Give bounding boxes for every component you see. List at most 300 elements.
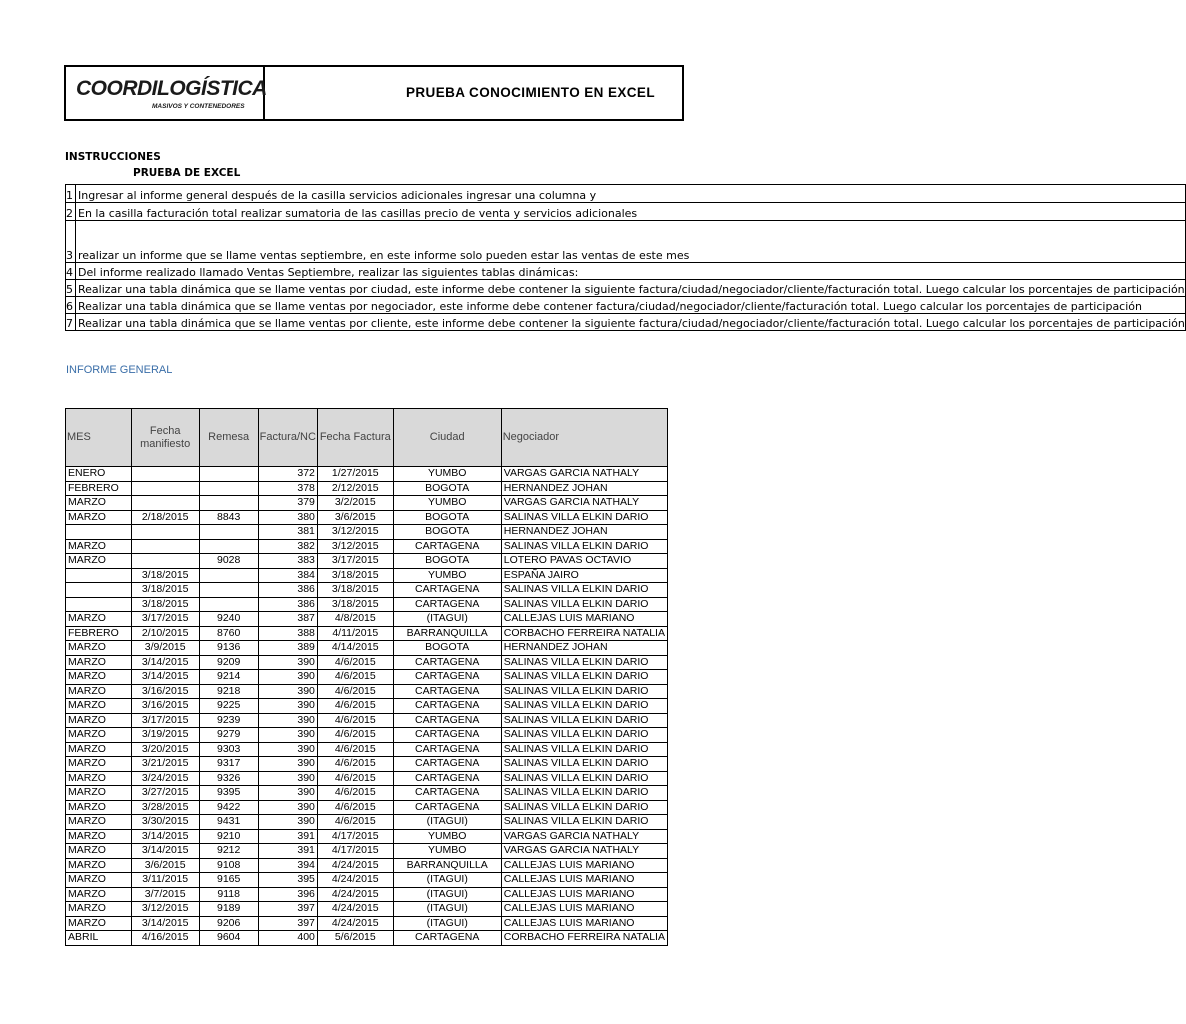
cell-fecha-factura[interactable]: 4/6/2015 <box>317 771 393 786</box>
cell-mes[interactable]: MARZO <box>66 902 132 917</box>
cell-ciudad[interactable]: (ITAGUI) <box>393 612 501 627</box>
cell-remesa[interactable] <box>199 496 258 511</box>
cell-mes[interactable]: MARZO <box>66 800 132 815</box>
column-header-negociador[interactable]: Negociador <box>501 409 667 467</box>
instruction-text[interactable]: En la casilla facturación total realizar sumatoria de las casillas precio de venta y servicios adicionales <box>76 203 1186 221</box>
cell-negociador[interactable]: SALINAS VILLA ELKIN DARIO <box>501 728 667 743</box>
instruction-row <box>66 221 1186 263</box>
cell-ciudad[interactable]: CARTAGENA <box>393 713 501 728</box>
cell-negociador[interactable]: SALINAS VILLA ELKIN DARIO <box>501 699 667 714</box>
cell-remesa[interactable] <box>199 539 258 554</box>
cell-remesa[interactable]: 9189 <box>199 902 258 917</box>
cell-remesa[interactable]: 8760 <box>199 626 258 641</box>
cell-fecha-manifiesto[interactable]: 3/6/2015 <box>131 858 199 873</box>
cell-remesa[interactable] <box>199 467 258 482</box>
cell-mes[interactable]: MARZO <box>66 815 132 830</box>
company-logo <box>66 67 265 119</box>
cell-fecha-manifiesto[interactable]: 3/14/2015 <box>131 829 199 844</box>
cell-fecha-manifiesto[interactable]: 3/20/2015 <box>131 742 199 757</box>
cell-ciudad[interactable]: BARRANQUILLA <box>393 626 501 641</box>
cell-negociador[interactable]: SALINAS VILLA ELKIN DARIO <box>501 510 667 525</box>
table-header-row <box>66 409 668 467</box>
table-row <box>66 757 668 772</box>
cell-factura[interactable]: 390 <box>258 800 317 815</box>
cell-mes[interactable]: MARZO <box>66 539 132 554</box>
table-row <box>66 568 668 583</box>
instruction-row <box>66 185 1186 203</box>
cell-fecha-factura[interactable]: 4/24/2015 <box>317 902 393 917</box>
cell-fecha-manifiesto[interactable]: 3/18/2015 <box>131 568 199 583</box>
cell-fecha-factura[interactable]: 3/12/2015 <box>317 525 393 540</box>
cell-negociador[interactable]: SALINAS VILLA ELKIN DARIO <box>501 583 667 598</box>
cell-mes[interactable]: MARZO <box>66 554 132 569</box>
cell-mes[interactable]: MARZO <box>66 858 132 873</box>
informe-general-table <box>65 408 668 946</box>
cell-ciudad[interactable]: (ITAGUI) <box>393 902 501 917</box>
cell-remesa[interactable]: 9028 <box>199 554 258 569</box>
column-header-fecha-factura[interactable]: Fecha Factura <box>317 409 393 467</box>
cell-factura[interactable]: 386 <box>258 597 317 612</box>
cell-mes[interactable] <box>66 597 132 612</box>
cell-fecha-manifiesto[interactable]: 3/14/2015 <box>131 670 199 685</box>
instruction-row <box>66 297 1186 314</box>
cell-factura[interactable]: 390 <box>258 771 317 786</box>
cell-factura[interactable]: 383 <box>258 554 317 569</box>
instruction-number[interactable]: 7 <box>66 314 76 331</box>
cell-remesa[interactable]: 9206 <box>199 916 258 931</box>
cell-mes[interactable]: MARZO <box>66 757 132 772</box>
instruction-number[interactable]: 5 <box>66 280 76 297</box>
cell-ciudad[interactable]: BOGOTA <box>393 510 501 525</box>
table-row <box>66 539 668 554</box>
cell-negociador[interactable]: VARGAS GARCIA NATHALY <box>501 496 667 511</box>
cell-negociador[interactable]: ESPAÑA JAIRO <box>501 568 667 583</box>
cell-remesa[interactable]: 9431 <box>199 815 258 830</box>
cell-factura[interactable]: 390 <box>258 670 317 685</box>
cell-fecha-manifiesto[interactable]: 3/7/2015 <box>131 887 199 902</box>
table-row <box>66 713 668 728</box>
instruction-text[interactable]: realizar un informe que se llame ventas septiembre, en este informe solo pueden estar las ventas de este mes <box>76 221 1186 263</box>
cell-ciudad[interactable]: CARTAGENA <box>393 539 501 554</box>
cell-remesa[interactable]: 9326 <box>199 771 258 786</box>
cell-remesa[interactable] <box>199 597 258 612</box>
cell-remesa[interactable]: 9604 <box>199 931 258 946</box>
cell-ciudad[interactable]: CARTAGENA <box>393 771 501 786</box>
cell-factura[interactable]: 395 <box>258 873 317 888</box>
cell-factura[interactable]: 378 <box>258 481 317 496</box>
cell-mes[interactable]: MARZO <box>66 742 132 757</box>
cell-ciudad[interactable]: (ITAGUI) <box>393 873 501 888</box>
cell-mes[interactable] <box>66 583 132 598</box>
column-header-mes[interactable]: MES <box>66 409 132 467</box>
cell-fecha-factura[interactable]: 4/6/2015 <box>317 655 393 670</box>
cell-ciudad[interactable]: CARTAGENA <box>393 670 501 685</box>
cell-fecha-manifiesto[interactable]: 3/18/2015 <box>131 597 199 612</box>
cell-mes[interactable]: MARZO <box>66 670 132 685</box>
cell-fecha-manifiesto[interactable]: 3/9/2015 <box>131 641 199 656</box>
cell-ciudad[interactable]: YUMBO <box>393 568 501 583</box>
instruction-number[interactable]: 6 <box>66 297 76 314</box>
cell-fecha-manifiesto[interactable]: 3/11/2015 <box>131 873 199 888</box>
cell-fecha-manifiesto[interactable]: 3/21/2015 <box>131 757 199 772</box>
cell-remesa[interactable]: 9118 <box>199 887 258 902</box>
column-header-ciudad[interactable]: Ciudad <box>393 409 501 467</box>
cell-fecha-manifiesto[interactable]: 2/18/2015 <box>131 510 199 525</box>
cell-fecha-factura[interactable]: 4/24/2015 <box>317 858 393 873</box>
cell-negociador[interactable]: VARGAS GARCIA NATHALY <box>501 467 667 482</box>
cell-negociador[interactable]: SALINAS VILLA ELKIN DARIO <box>501 815 667 830</box>
cell-remesa[interactable]: 9212 <box>199 844 258 859</box>
cell-negociador[interactable]: LOTERO PAVAS OCTAVIO <box>501 554 667 569</box>
table-row <box>66 467 668 482</box>
cell-factura[interactable]: 372 <box>258 467 317 482</box>
cell-remesa[interactable]: 9303 <box>199 742 258 757</box>
cell-factura[interactable]: 390 <box>258 728 317 743</box>
cell-ciudad[interactable]: YUMBO <box>393 829 501 844</box>
table-row <box>66 786 668 801</box>
cell-mes[interactable]: ABRIL <box>66 931 132 946</box>
cell-mes[interactable]: FEBRERO <box>66 481 132 496</box>
cell-fecha-factura[interactable]: 3/18/2015 <box>317 597 393 612</box>
cell-factura[interactable]: 391 <box>258 829 317 844</box>
column-header-factura[interactable]: Factura/NC <box>258 409 317 467</box>
cell-fecha-manifiesto[interactable]: 3/14/2015 <box>131 655 199 670</box>
cell-negociador[interactable]: SALINAS VILLA ELKIN DARIO <box>501 786 667 801</box>
table-row <box>66 525 668 540</box>
cell-ciudad[interactable]: YUMBO <box>393 496 501 511</box>
cell-factura[interactable]: 397 <box>258 916 317 931</box>
cell-fecha-manifiesto[interactable]: 3/28/2015 <box>131 800 199 815</box>
instruction-number[interactable]: 2 <box>66 203 76 221</box>
cell-fecha-factura[interactable]: 3/18/2015 <box>317 583 393 598</box>
cell-ciudad[interactable]: CARTAGENA <box>393 800 501 815</box>
cell-mes[interactable]: MARZO <box>66 713 132 728</box>
cell-mes[interactable]: MARZO <box>66 916 132 931</box>
cell-mes[interactable] <box>66 525 132 540</box>
table-row <box>66 829 668 844</box>
cell-negociador[interactable]: SALINAS VILLA ELKIN DARIO <box>501 800 667 815</box>
cell-factura[interactable]: 390 <box>258 713 317 728</box>
table-row <box>66 670 668 685</box>
instruction-number[interactable]: 1 <box>66 185 76 203</box>
cell-negociador[interactable]: SALINAS VILLA ELKIN DARIO <box>501 684 667 699</box>
cell-fecha-manifiesto[interactable] <box>131 496 199 511</box>
cell-fecha-factura[interactable]: 4/6/2015 <box>317 815 393 830</box>
cell-mes[interactable]: MARZO <box>66 510 132 525</box>
table-row <box>66 887 668 902</box>
cell-fecha-factura[interactable]: 4/6/2015 <box>317 670 393 685</box>
cell-fecha-factura[interactable]: 4/17/2015 <box>317 844 393 859</box>
cell-factura[interactable]: 390 <box>258 684 317 699</box>
cell-mes[interactable]: MARZO <box>66 641 132 656</box>
cell-fecha-factura[interactable]: 4/11/2015 <box>317 626 393 641</box>
cell-negociador[interactable]: SALINAS VILLA ELKIN DARIO <box>501 670 667 685</box>
cell-ciudad[interactable]: (ITAGUI) <box>393 887 501 902</box>
cell-mes[interactable]: MARZO <box>66 829 132 844</box>
table-row <box>66 858 668 873</box>
table-row <box>66 815 668 830</box>
cell-fecha-factura[interactable]: 4/24/2015 <box>317 916 393 931</box>
cell-negociador[interactable]: CORBACHO FERREIRA NATALIA <box>501 931 667 946</box>
cell-fecha-manifiesto[interactable]: 2/10/2015 <box>131 626 199 641</box>
cell-fecha-manifiesto[interactable]: 3/27/2015 <box>131 786 199 801</box>
cell-fecha-manifiesto[interactable] <box>131 525 199 540</box>
table-row <box>66 481 668 496</box>
table-row <box>66 626 668 641</box>
cell-fecha-manifiesto[interactable]: 3/16/2015 <box>131 684 199 699</box>
cell-fecha-manifiesto[interactable] <box>131 467 199 482</box>
table-body <box>66 467 668 946</box>
cell-remesa[interactable] <box>199 568 258 583</box>
cell-fecha-factura[interactable]: 2/12/2015 <box>317 481 393 496</box>
cell-remesa[interactable]: 9240 <box>199 612 258 627</box>
cell-fecha-factura[interactable]: 4/14/2015 <box>317 641 393 656</box>
logo-tagline: MASIVOS Y CONTENEDORES <box>152 103 245 110</box>
cell-mes[interactable]: MARZO <box>66 786 132 801</box>
cell-remesa[interactable]: 9317 <box>199 757 258 772</box>
cell-ciudad[interactable]: CARTAGENA <box>393 597 501 612</box>
instruction-row <box>66 280 1186 297</box>
cell-factura[interactable]: 394 <box>258 858 317 873</box>
cell-fecha-factura[interactable]: 1/27/2015 <box>317 467 393 482</box>
cell-negociador[interactable]: SALINAS VILLA ELKIN DARIO <box>501 771 667 786</box>
table-row <box>66 800 668 815</box>
cell-fecha-factura[interactable]: 4/6/2015 <box>317 728 393 743</box>
cell-fecha-manifiesto[interactable]: 3/18/2015 <box>131 583 199 598</box>
cell-fecha-manifiesto[interactable] <box>131 481 199 496</box>
cell-fecha-factura[interactable]: 4/6/2015 <box>317 786 393 801</box>
cell-negociador[interactable]: SALINAS VILLA ELKIN DARIO <box>501 597 667 612</box>
cell-factura[interactable]: 384 <box>258 568 317 583</box>
cell-mes[interactable]: MARZO <box>66 684 132 699</box>
table-row <box>66 510 668 525</box>
cell-fecha-factura[interactable]: 4/6/2015 <box>317 800 393 815</box>
cell-fecha-factura[interactable]: 3/18/2015 <box>317 568 393 583</box>
cell-ciudad[interactable]: (ITAGUI) <box>393 916 501 931</box>
cell-mes[interactable]: MARZO <box>66 844 132 859</box>
cell-factura[interactable]: 396 <box>258 887 317 902</box>
instruction-text[interactable]: Del informe realizado llamado Ventas Septiembre, realizar las siguientes tablas dinámicas: <box>76 263 1186 280</box>
table-row <box>66 728 668 743</box>
cell-factura[interactable]: 380 <box>258 510 317 525</box>
cell-factura[interactable]: 390 <box>258 655 317 670</box>
instruction-text[interactable]: Realizar una tabla dinámica que se llame ventas por cliente, este informe debe contener la siguiente factura/ciudad/negociador/cliente/facturación total. Luego calcular los porcentajes de participación <box>76 314 1186 331</box>
cell-fecha-manifiesto[interactable]: 3/16/2015 <box>131 699 199 714</box>
table-row <box>66 597 668 612</box>
cell-fecha-manifiesto[interactable]: 3/30/2015 <box>131 815 199 830</box>
cell-negociador[interactable]: CALLEJAS LUIS MARIANO <box>501 873 667 888</box>
cell-negociador[interactable]: SALINAS VILLA ELKIN DARIO <box>501 539 667 554</box>
cell-remesa[interactable] <box>199 481 258 496</box>
cell-remesa[interactable]: 9218 <box>199 684 258 699</box>
cell-mes[interactable]: MARZO <box>66 612 132 627</box>
cell-factura[interactable]: 386 <box>258 583 317 598</box>
section-title: INFORME GENERAL <box>66 364 173 376</box>
instruction-text[interactable]: Realizar una tabla dinámica que se llame ventas por negociador, este informe debe contener factura/ciudad/negociador/cliente/facturación total. Luego calcular los porcentajes de participación <box>76 297 1186 314</box>
cell-ciudad[interactable]: CARTAGENA <box>393 699 501 714</box>
cell-fecha-factura[interactable]: 4/6/2015 <box>317 699 393 714</box>
cell-remesa[interactable]: 9225 <box>199 699 258 714</box>
cell-fecha-factura[interactable]: 4/6/2015 <box>317 742 393 757</box>
table-row <box>66 496 668 511</box>
cell-fecha-manifiesto[interactable]: 4/16/2015 <box>131 931 199 946</box>
cell-ciudad[interactable]: CARTAGENA <box>393 655 501 670</box>
cell-ciudad[interactable]: CARTAGENA <box>393 742 501 757</box>
cell-ciudad[interactable]: YUMBO <box>393 844 501 859</box>
table-row <box>66 554 668 569</box>
cell-fecha-manifiesto[interactable] <box>131 539 199 554</box>
cell-factura[interactable]: 382 <box>258 539 317 554</box>
cell-fecha-factura[interactable]: 3/6/2015 <box>317 510 393 525</box>
cell-fecha-factura[interactable]: 5/6/2015 <box>317 931 393 946</box>
cell-negociador[interactable]: CALLEJAS LUIS MARIANO <box>501 902 667 917</box>
cell-factura[interactable]: 379 <box>258 496 317 511</box>
cell-ciudad[interactable]: BOGOTA <box>393 525 501 540</box>
cell-negociador[interactable]: CALLEJAS LUIS MARIANO <box>501 612 667 627</box>
cell-fecha-manifiesto[interactable]: 3/14/2015 <box>131 916 199 931</box>
cell-remesa[interactable]: 9214 <box>199 670 258 685</box>
cell-mes[interactable]: MARZO <box>66 873 132 888</box>
cell-mes[interactable]: ENERO <box>66 467 132 482</box>
cell-factura[interactable]: 397 <box>258 902 317 917</box>
cell-factura[interactable]: 387 <box>258 612 317 627</box>
cell-factura[interactable]: 381 <box>258 525 317 540</box>
cell-fecha-factura[interactable]: 3/12/2015 <box>317 539 393 554</box>
cell-ciudad[interactable]: BOGOTA <box>393 554 501 569</box>
cell-fecha-factura[interactable]: 4/24/2015 <box>317 887 393 902</box>
cell-fecha-manifiesto[interactable]: 3/24/2015 <box>131 771 199 786</box>
cell-factura[interactable]: 390 <box>258 757 317 772</box>
cell-mes[interactable]: FEBRERO <box>66 626 132 641</box>
column-header-fecha-manifiesto[interactable]: Fecha manifiesto <box>131 409 199 467</box>
page-title: PRUEBA CONOCIMIENTO EN EXCEL <box>406 85 655 100</box>
table-row <box>66 684 668 699</box>
table-row <box>66 655 668 670</box>
cell-remesa[interactable] <box>199 525 258 540</box>
cell-factura[interactable]: 400 <box>258 931 317 946</box>
cell-factura[interactable]: 390 <box>258 815 317 830</box>
instruction-text[interactable]: Realizar una tabla dinámica que se llame ventas por ciudad, este informe debe contener la siguiente factura/ciudad/negociador/cliente/facturación total. Luego calcular los porcentajes de participación <box>76 280 1186 297</box>
instructions-table <box>65 184 1186 331</box>
cell-remesa[interactable]: 8843 <box>199 510 258 525</box>
table-row <box>66 583 668 598</box>
cell-ciudad[interactable]: CARTAGENA <box>393 786 501 801</box>
cell-mes[interactable]: MARZO <box>66 728 132 743</box>
table-row <box>66 612 668 627</box>
instruction-number[interactable]: 3 <box>66 221 76 263</box>
cell-fecha-factura[interactable]: 3/2/2015 <box>317 496 393 511</box>
instruction-number[interactable]: 4 <box>66 263 76 280</box>
cell-mes[interactable]: MARZO <box>66 887 132 902</box>
table-row <box>66 931 668 946</box>
cell-factura[interactable]: 388 <box>258 626 317 641</box>
cell-fecha-manifiesto[interactable]: 3/17/2015 <box>131 612 199 627</box>
cell-remesa[interactable]: 9279 <box>199 728 258 743</box>
cell-ciudad[interactable]: CARTAGENA <box>393 583 501 598</box>
cell-ciudad[interactable]: CARTAGENA <box>393 684 501 699</box>
cell-fecha-manifiesto[interactable] <box>131 554 199 569</box>
cell-ciudad[interactable]: BARRANQUILLA <box>393 858 501 873</box>
cell-remesa[interactable]: 9395 <box>199 786 258 801</box>
instruction-row <box>66 314 1186 331</box>
cell-negociador[interactable]: CORBACHO FERREIRA NATALIA <box>501 626 667 641</box>
cell-negociador[interactable]: VARGAS GARCIA NATHALY <box>501 829 667 844</box>
cell-remesa[interactable]: 9209 <box>199 655 258 670</box>
cell-remesa[interactable]: 9136 <box>199 641 258 656</box>
cell-negociador[interactable]: CALLEJAS LUIS MARIANO <box>501 887 667 902</box>
cell-remesa[interactable] <box>199 583 258 598</box>
cell-ciudad[interactable]: CARTAGENA <box>393 757 501 772</box>
table-row <box>66 902 668 917</box>
cell-ciudad[interactable]: BOGOTA <box>393 641 501 656</box>
cell-fecha-factura[interactable]: 4/17/2015 <box>317 829 393 844</box>
cell-fecha-factura[interactable]: 4/6/2015 <box>317 757 393 772</box>
cell-fecha-manifiesto[interactable]: 3/19/2015 <box>131 728 199 743</box>
cell-remesa[interactable]: 9165 <box>199 873 258 888</box>
cell-factura[interactable]: 391 <box>258 844 317 859</box>
cell-mes[interactable] <box>66 568 132 583</box>
cell-factura[interactable]: 390 <box>258 742 317 757</box>
cell-fecha-factura[interactable]: 3/17/2015 <box>317 554 393 569</box>
cell-remesa[interactable]: 9210 <box>199 829 258 844</box>
cell-fecha-manifiesto[interactable]: 3/17/2015 <box>131 713 199 728</box>
table-row <box>66 771 668 786</box>
cell-ciudad[interactable]: CARTAGENA <box>393 728 501 743</box>
cell-remesa[interactable]: 9422 <box>199 800 258 815</box>
table-row <box>66 844 668 859</box>
cell-fecha-factura[interactable]: 4/8/2015 <box>317 612 393 627</box>
cell-fecha-factura[interactable]: 4/24/2015 <box>317 873 393 888</box>
cell-mes[interactable]: MARZO <box>66 496 132 511</box>
cell-fecha-manifiesto[interactable]: 3/14/2015 <box>131 844 199 859</box>
cell-negociador[interactable]: VARGAS GARCIA NATHALY <box>501 844 667 859</box>
column-header-remesa[interactable]: Remesa <box>199 409 258 467</box>
table-row <box>66 916 668 931</box>
table-row <box>66 873 668 888</box>
logo-wordmark: COORDILOGÍSTICA <box>76 77 267 100</box>
cell-negociador[interactable]: SALINAS VILLA ELKIN DARIO <box>501 742 667 757</box>
cell-ciudad[interactable]: (ITAGUI) <box>393 815 501 830</box>
cell-ciudad[interactable]: BOGOTA <box>393 481 501 496</box>
cell-remesa[interactable]: 9239 <box>199 713 258 728</box>
cell-negociador[interactable]: HERNANDEZ JOHAN <box>501 525 667 540</box>
cell-negociador[interactable]: CALLEJAS LUIS MARIANO <box>501 916 667 931</box>
cell-negociador[interactable]: CALLEJAS LUIS MARIANO <box>501 858 667 873</box>
cell-negociador[interactable]: SALINAS VILLA ELKIN DARIO <box>501 655 667 670</box>
cell-negociador[interactable]: SALINAS VILLA ELKIN DARIO <box>501 757 667 772</box>
document-header <box>64 65 684 121</box>
cell-remesa[interactable]: 9108 <box>199 858 258 873</box>
cell-mes[interactable]: MARZO <box>66 771 132 786</box>
instructions-label: INSTRUCCIONES <box>65 151 161 163</box>
cell-fecha-factura[interactable]: 4/6/2015 <box>317 684 393 699</box>
cell-negociador[interactable]: HERNANDEZ JOHAN <box>501 641 667 656</box>
cell-factura[interactable]: 390 <box>258 786 317 801</box>
cell-factura[interactable]: 390 <box>258 699 317 714</box>
cell-ciudad[interactable]: CARTAGENA <box>393 931 501 946</box>
cell-mes[interactable]: MARZO <box>66 699 132 714</box>
cell-fecha-manifiesto[interactable]: 3/12/2015 <box>131 902 199 917</box>
instructions-subtitle: PRUEBA DE EXCEL <box>133 167 241 179</box>
cell-fecha-factura[interactable]: 4/6/2015 <box>317 713 393 728</box>
cell-negociador[interactable]: HERNANDEZ JOHAN <box>501 481 667 496</box>
cell-ciudad[interactable]: YUMBO <box>393 467 501 482</box>
instruction-text[interactable]: Ingresar al informe general después de la casilla servicios adicionales ingresar una columna y <box>76 185 1186 203</box>
cell-negociador[interactable]: SALINAS VILLA ELKIN DARIO <box>501 713 667 728</box>
cell-factura[interactable]: 389 <box>258 641 317 656</box>
cell-mes[interactable]: MARZO <box>66 655 132 670</box>
instruction-row <box>66 203 1186 221</box>
